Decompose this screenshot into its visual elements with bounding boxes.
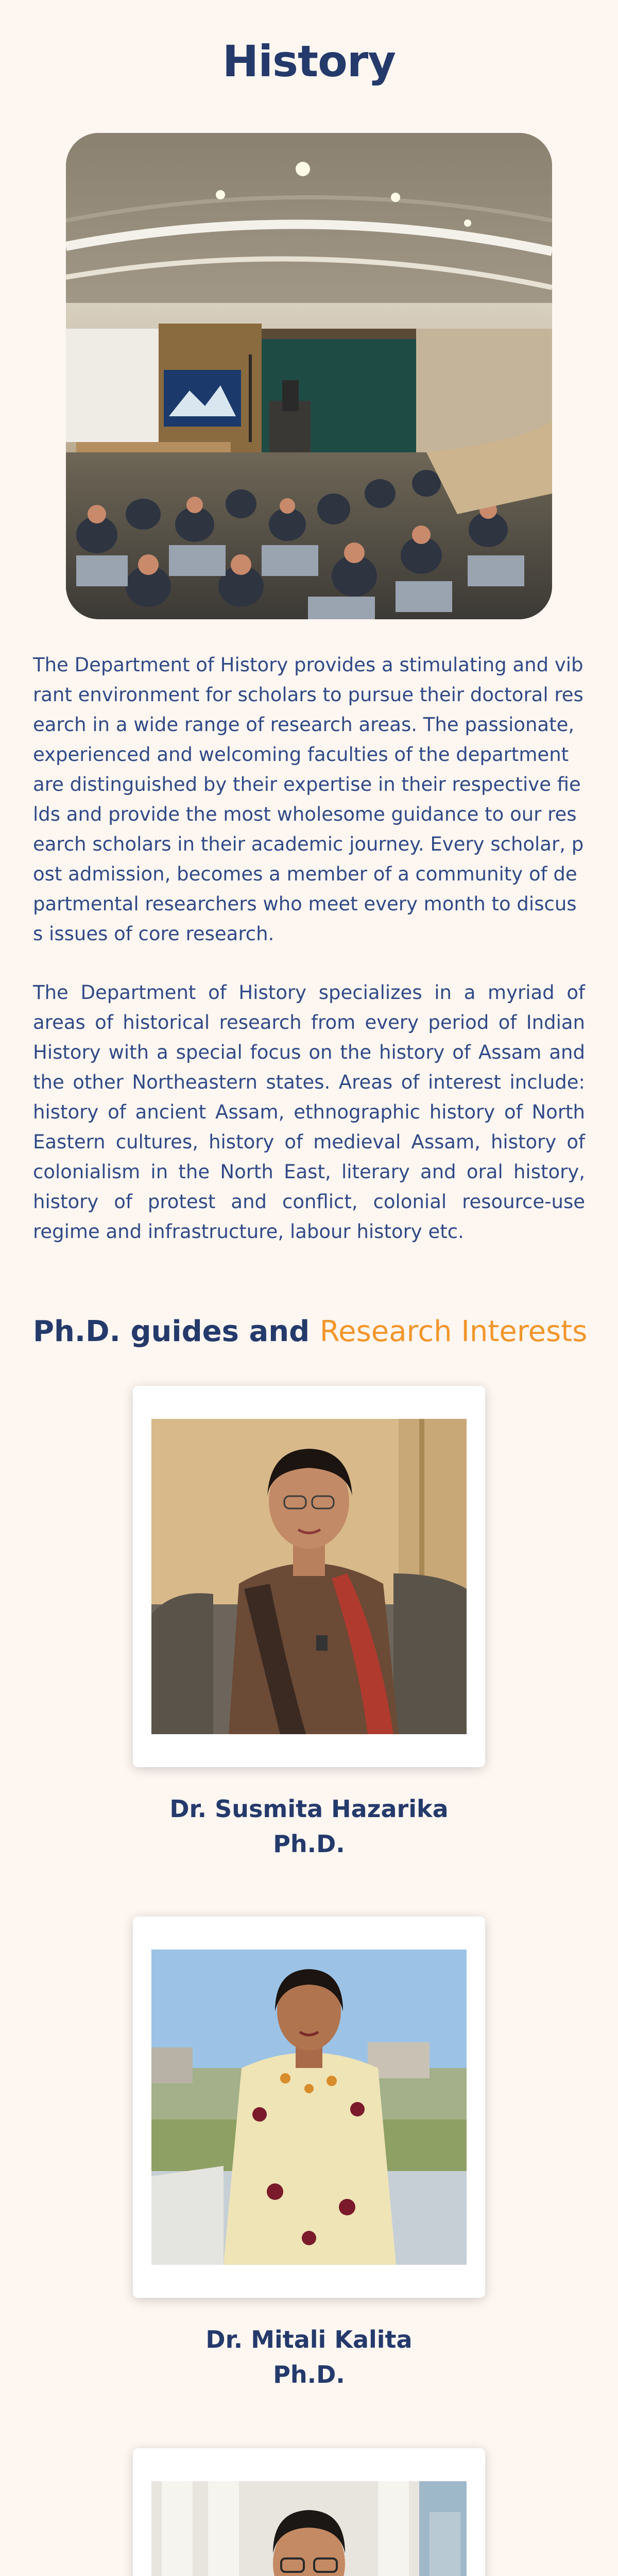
guide-card [133,1386,485,1767]
guides-heading-accent: Research Interests [319,1315,588,1348]
portrait-photo [151,1419,467,1734]
lecture-hall-photo [66,133,552,619]
guide-name: Dr. Mitali Kalita [205,2326,413,2353]
guides-heading-main: Ph.D. guides and [33,1315,310,1348]
guide-photo-susmita-hazarika [151,1419,467,1734]
guides-section-heading [33,1315,588,1348]
guide-degree: Ph.D. [273,1830,345,1858]
guide-card [133,1917,485,2298]
intro-paragraph-2: The Department of History specializes in a myriad of areas of historical research from every period of Indian History with a special focus on the history of Assam and the other Northeastern states. Areas of interest include: history of ancient Assam, ethnographic history of North Eastern cultures, history of medieval Assam, history of colonialism in the North East, literary and oral history, history of protest and conflict, colonial resource-use regime and infrastructure, labour history etc. [33,981,585,1243]
page-title: History [222,36,396,87]
guide-name: Dr. Susmita Hazarika [169,1795,449,1823]
guide-degree: Ph.D. [273,2361,345,2388]
intro-paragraph-1: The Department of History provides a stimulating and vibrant environment for scholars to pursue their doctoral research in a wide range of research areas. The passionate, experienced and welcoming faculties of the department are distinguished by their expertise in their respective fields and provide the most wholesome guidance to our research scholars in their academic journey. Every scholar, post admission, becomes a member of a community of departmental researchers who meet every month to discuss issues of core research. [33,654,584,945]
guide-photo-randhir-gogoi [151,2481,467,2576]
portrait-photo [151,2481,467,2576]
portrait-photo [151,1950,467,2265]
guide-card [133,2448,485,2576]
guide-photo-mitali-kalita [151,1950,467,2265]
hero-lecture-hall-image [66,133,552,619]
